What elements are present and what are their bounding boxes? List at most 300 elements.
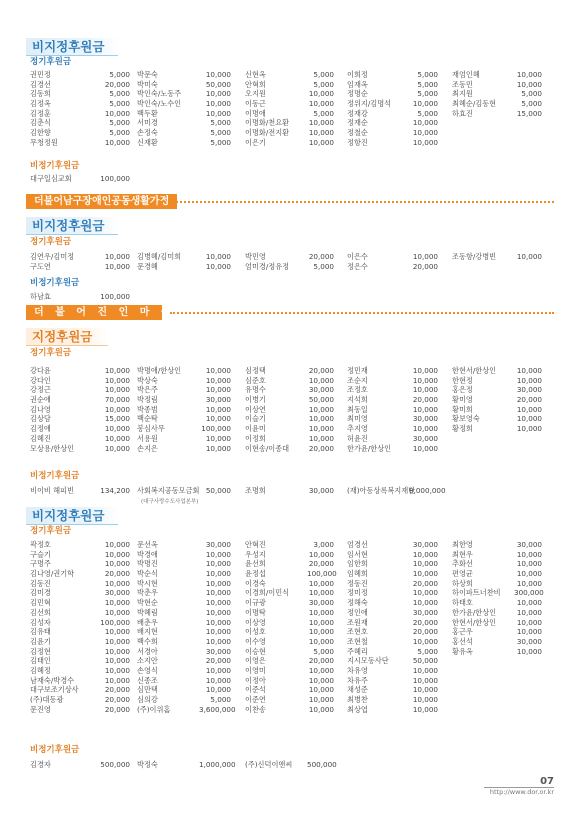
donation-amount: 10,000 xyxy=(104,540,130,549)
donation-amount: 10,000 xyxy=(205,549,231,559)
donor-name: 김윤기 xyxy=(30,636,51,646)
donor-name: 윤선희 xyxy=(245,559,266,569)
donor-name: 황미영 xyxy=(452,395,473,405)
donation-amount: 10,000 xyxy=(205,252,231,261)
donor-row xyxy=(30,705,550,715)
donor-name: 조동민 xyxy=(452,79,473,89)
donation-amount: 30,000 xyxy=(516,385,542,395)
donation-amount: 10,000 xyxy=(516,646,542,656)
donation-amount: 10,000 xyxy=(308,89,334,99)
donor-name: 정재순 xyxy=(347,118,368,128)
donation-amount: 15,000 xyxy=(104,414,130,424)
donation-amount: 10,000 xyxy=(412,375,438,385)
donor-name: 이명화/천요환 xyxy=(245,118,290,128)
donation-amount: 10,000 xyxy=(104,252,130,261)
donor-name: 이정희 xyxy=(245,433,266,443)
donor-row xyxy=(30,366,550,376)
donation-amount: 20,000 xyxy=(104,79,130,89)
donor-name: 한가윤/한상인 xyxy=(452,607,497,617)
donation-amount: 30,000 xyxy=(205,540,231,549)
donation-amount: 10,000 xyxy=(308,695,334,704)
donor-name: 정민재 xyxy=(347,366,368,375)
donor-row xyxy=(30,109,550,119)
donation-amount: 500,000 xyxy=(307,760,337,769)
donor-name: 신현옥 xyxy=(245,70,266,79)
donation-amount: 10,000 xyxy=(104,627,130,637)
donation-amount: 30,000 xyxy=(412,607,438,617)
donor-name: 강다윤 xyxy=(30,366,51,375)
donation-amount: 10,000 xyxy=(104,261,130,271)
donor-name: 박인숙/노수인 xyxy=(137,99,182,109)
donor-name: 임재옥 xyxy=(347,79,368,89)
donor-name: 김정훈 xyxy=(30,108,51,118)
donor-name: 김정현 xyxy=(30,646,51,656)
donation-amount: 10,000 xyxy=(104,646,130,656)
donor-name: 배춘우 xyxy=(137,617,158,627)
donation-amount: 50,000 xyxy=(308,395,334,405)
donor-name: 재엄인혜 xyxy=(452,70,480,79)
donor-name: 하태호 xyxy=(452,598,473,608)
donation-amount: 10,000 xyxy=(516,252,542,261)
donation-amount: 10,000 xyxy=(104,385,130,395)
donor-name: 이영은 xyxy=(245,656,266,666)
section-3-irregular-grid xyxy=(30,486,550,496)
donation-amount: 5,000 xyxy=(210,118,231,128)
donation-amount: 10,000 xyxy=(308,99,334,109)
donation-amount: 10,000 xyxy=(104,665,130,675)
section-title-3: 지정후원금 xyxy=(26,328,108,346)
donation-amount: 10,000 xyxy=(412,443,438,453)
donor-name: 정항진 xyxy=(347,137,368,147)
donor-name: 임서현 xyxy=(347,549,368,559)
section-title-4: 비지정후원금 xyxy=(26,507,118,525)
donation-amount: 10,000 xyxy=(412,549,438,559)
donor-row xyxy=(30,647,550,657)
donation-amount: 10,000 xyxy=(205,559,231,569)
donor-row xyxy=(30,550,550,560)
donor-name: 심만택 xyxy=(137,685,158,695)
donor-name: 백두환 xyxy=(137,108,158,118)
donor-name: 유명수 xyxy=(245,385,266,395)
donor-name: 정은수 xyxy=(347,261,368,271)
donor-name: 김선희 xyxy=(30,607,51,617)
donation-amount: 10,000 xyxy=(308,675,334,685)
donation-amount: 10,000 xyxy=(516,366,542,375)
donation-amount: 20,000 xyxy=(412,578,438,588)
donation-amount: 10,000 xyxy=(104,404,130,414)
donation-amount: 10,000 xyxy=(205,617,231,627)
donation-amount: 5,000 xyxy=(521,89,542,99)
donation-amount: 10,000 xyxy=(412,636,438,646)
donation-amount: 10,000 xyxy=(308,617,334,627)
donation-amount: 30,000 xyxy=(104,588,130,598)
section-2-sub-1-label: 정기후원금 xyxy=(30,237,72,247)
donor-row xyxy=(30,424,550,434)
donation-amount: 3,600,000 xyxy=(199,704,236,714)
donor-name: 최한영 xyxy=(452,540,473,549)
donation-amount: 20,000 xyxy=(308,443,334,453)
donor-name: 김나영 xyxy=(30,404,51,414)
donation-amount: 10,000 xyxy=(308,433,334,443)
donation-amount: 100,000 xyxy=(100,292,130,301)
donor-name: 조정호 xyxy=(347,385,368,395)
donor-name: 이은기 xyxy=(245,137,266,147)
donor-row xyxy=(30,174,550,184)
donor-name: 손지은 xyxy=(137,443,158,453)
donation-amount: 15,000 xyxy=(516,108,542,118)
donor-name: 무청정원 xyxy=(30,137,58,147)
donor-name: 심준호 xyxy=(245,375,266,385)
donor-row xyxy=(30,292,550,302)
donor-name: 문진영 xyxy=(30,704,51,714)
donation-amount: 10,000 xyxy=(412,99,438,109)
donor-name: 박명진 xyxy=(137,559,158,569)
donation-amount: 30,000 xyxy=(412,414,438,424)
donor-name: 주혜리 xyxy=(347,646,368,656)
donation-amount: 20,000 xyxy=(104,695,130,704)
donation-amount: 10,000 xyxy=(308,414,334,424)
section-4-sub-2-label: 비정기후원금 xyxy=(30,745,80,755)
donation-amount: 10,000 xyxy=(104,636,130,646)
donor-name: 조순지 xyxy=(347,375,368,385)
donor-name: 권민정 xyxy=(30,70,51,79)
donation-amount: 10,000 xyxy=(308,375,334,385)
donation-amount: 20,000 xyxy=(104,704,130,714)
donor-name: 차유주 xyxy=(347,675,368,685)
donor-name: (주)대동광 xyxy=(30,695,64,704)
donor-name: 엄미경/정유정 xyxy=(245,261,290,271)
donor-name: 박정숙 xyxy=(137,760,158,769)
donor-name: 김정옥 xyxy=(30,99,51,109)
donation-amount: 5,000 xyxy=(313,261,334,271)
donor-name: 이상영 xyxy=(245,617,266,627)
donation-amount: 10,000 xyxy=(205,414,231,424)
donation-amount: 10,000 xyxy=(412,559,438,569)
donor-row xyxy=(30,569,550,579)
donor-name: 추지영 xyxy=(347,424,368,434)
donation-amount: 30,000 xyxy=(308,486,334,495)
donation-amount: 5,000 xyxy=(210,695,231,704)
footer-url: http://www.dor.or.kr xyxy=(489,788,554,796)
section-title-2: 비지정후원금 xyxy=(26,217,118,235)
donor-name: 홍선석 xyxy=(452,636,473,646)
donation-amount: 10,000 xyxy=(516,424,542,434)
donor-name: 김한향 xyxy=(30,128,51,138)
donation-amount: 30,000 xyxy=(412,540,438,549)
donation-amount: 10,000 xyxy=(412,404,438,414)
donor-name: 이경숙 xyxy=(245,578,266,588)
donor-name: 차유영 xyxy=(347,665,368,675)
donation-amount: 30,000 xyxy=(412,433,438,443)
donor-name: 이규광 xyxy=(245,598,266,608)
donor-name: 홍은정 xyxy=(452,385,473,395)
donation-amount: 10,000 xyxy=(412,665,438,675)
donation-amount: 50,000 xyxy=(412,656,438,666)
donation-amount: 10,000 xyxy=(412,385,438,395)
donor-name: 김동진 xyxy=(30,578,51,588)
donor-name: 이동근 xyxy=(245,99,266,109)
donation-amount: 10,000 xyxy=(104,108,130,118)
donor-name: 김경자 xyxy=(30,760,51,769)
donor-row xyxy=(30,70,550,80)
donor-name: 정명순 xyxy=(347,89,368,99)
donor-name: 비이비 해피빈 xyxy=(30,486,74,495)
section-4-regular-grid xyxy=(30,540,550,714)
page-number: 07 xyxy=(540,776,554,787)
donor-name: 김미경 xyxy=(30,588,51,598)
donor-name: 이수영 xyxy=(245,636,266,646)
donation-amount: 100,000 xyxy=(100,174,130,183)
donor-name: 곽정호 xyxy=(30,540,51,549)
donor-name: 최혜순/김동현 xyxy=(452,99,497,109)
donor-row xyxy=(30,695,550,705)
donation-amount: 10,000 xyxy=(308,665,334,675)
donation-amount: 20,000 xyxy=(516,395,542,405)
donation-amount: 10,000 xyxy=(308,588,334,598)
donation-amount: 3,000 xyxy=(313,540,334,549)
donor-name: 모상용/한상인 xyxy=(30,443,75,453)
donor-row xyxy=(30,89,550,99)
donation-amount: 100,000 xyxy=(100,617,130,627)
donation-amount: 5,000 xyxy=(313,646,334,656)
donor-name: 이슬기 xyxy=(245,414,266,424)
donor-name: 박종범 xyxy=(137,404,158,414)
section-1-irregular-grid xyxy=(30,174,550,184)
donation-amount: 10,000 xyxy=(205,578,231,588)
donor-name: 최병찬 xyxy=(347,695,368,704)
donation-amount: 10,000 xyxy=(412,118,438,128)
donation-amount: 70,000 xyxy=(104,395,130,405)
donor-name: 황미희 xyxy=(452,404,473,414)
donation-amount: 10,000 xyxy=(205,70,231,79)
donor-name: 하남효 xyxy=(30,292,51,301)
donation-amount: 5,000 xyxy=(417,108,438,118)
donation-amount: 10,000 xyxy=(308,404,334,414)
donor-name: 이명탁 xyxy=(245,607,266,617)
donor-name: 김병혜/김미희 xyxy=(137,252,182,261)
donor-row xyxy=(30,685,550,695)
donor-name: 박정림 xyxy=(137,395,158,405)
donor-name: 조명희 xyxy=(245,486,266,495)
donor-name: 홍근우 xyxy=(452,627,473,637)
donation-amount: 5,000 xyxy=(313,70,334,79)
donor-name: 강다인 xyxy=(30,375,51,385)
donor-name: 문선옥 xyxy=(137,540,158,549)
donation-amount: 30,000 xyxy=(516,540,542,549)
donation-amount: 10,000 xyxy=(205,89,231,99)
donation-amount: 10,000 xyxy=(516,404,542,414)
donation-amount: 5,000 xyxy=(313,108,334,118)
donation-amount: 10,000 xyxy=(516,375,542,385)
donor-row xyxy=(30,414,550,424)
donation-amount: 10,000 xyxy=(104,578,130,588)
donor-name: 대구일심교회 xyxy=(30,174,72,183)
donor-name: 지석희 xyxy=(347,395,368,405)
org-band-1: 더불어남구장애인공동생활가정 xyxy=(26,194,177,209)
donor-name: 소지안 xyxy=(137,656,158,666)
donor-name: 박은주 xyxy=(137,385,158,395)
donation-amount: 10,000 xyxy=(205,261,231,271)
donor-name: (주)신덕이앤씨 xyxy=(245,760,293,769)
section-title-1: 비지정후원금 xyxy=(26,38,118,56)
donation-amount: 10,000 xyxy=(308,704,334,714)
donation-amount: 5,000 xyxy=(109,128,130,138)
donor-row xyxy=(30,118,550,128)
donation-amount: 50,000 xyxy=(205,79,231,89)
donor-name: 박민영 xyxy=(245,252,266,261)
donation-amount: 10,000 xyxy=(205,685,231,695)
donation-amount: 10,000 xyxy=(516,598,542,608)
donation-amount: 10,000 xyxy=(104,675,130,685)
donor-name: 김동희 xyxy=(30,89,51,99)
donation-amount: 10,000 xyxy=(205,99,231,109)
donor-name: 권순애 xyxy=(30,395,51,405)
donor-name: 정재강 xyxy=(347,108,368,118)
donation-amount: 8,000,000 xyxy=(409,486,446,495)
donation-amount: 5,000 xyxy=(109,70,130,79)
donation-amount: 10,000 xyxy=(516,414,542,424)
donation-amount: 20,000 xyxy=(205,656,231,666)
donation-amount: 10,000 xyxy=(516,559,542,569)
donor-name: 최동일 xyxy=(347,404,368,414)
donor-name: (재)아동상록복지재단 xyxy=(347,486,416,495)
donation-amount: 10,000 xyxy=(308,118,334,128)
donation-amount: 10,000 xyxy=(516,569,542,579)
donor-name: 조원재 xyxy=(347,617,368,627)
donor-name: 이병기 xyxy=(245,395,266,405)
donor-row xyxy=(30,540,550,550)
donor-name: 이은수 xyxy=(347,252,368,261)
donor-name: 구도연 xyxy=(30,261,51,271)
donor-name: 이현송/이종대 xyxy=(245,443,290,453)
donor-name: 박순식 xyxy=(137,569,158,579)
donor-name: 최현우 xyxy=(452,549,473,559)
donor-name: 김상담 xyxy=(30,414,51,424)
donor-name: 한가윤/한상인 xyxy=(347,443,392,453)
donor-row xyxy=(30,252,550,262)
donor-name: 이경희/이민식 xyxy=(245,588,290,598)
donor-name: 윤정섭 xyxy=(245,569,266,579)
donor-name: 우성지 xyxy=(245,549,266,559)
donation-amount: 10,000 xyxy=(205,108,231,118)
donor-name: 김유태 xyxy=(30,627,51,637)
donor-name: 강정근 xyxy=(30,385,51,395)
donor-name: 봉심사무 xyxy=(137,424,165,434)
donation-amount: 300,000 xyxy=(514,588,544,598)
donation-amount: 10,000 xyxy=(205,404,231,414)
donation-amount: 30,000 xyxy=(516,636,542,646)
donation-amount: 10,000 xyxy=(205,366,231,375)
donor-name: 손정숙 xyxy=(137,128,158,138)
donor-name: 정철순 xyxy=(347,128,368,138)
donation-amount: 10,000 xyxy=(412,704,438,714)
donor-row xyxy=(30,760,550,770)
donation-amount: 30,000 xyxy=(205,646,231,656)
section-2-irregular-grid xyxy=(30,292,550,302)
donation-amount: 20,000 xyxy=(308,366,334,375)
donor-name: 이영미 xyxy=(245,665,266,675)
donation-amount: 10,000 xyxy=(104,433,130,443)
donor-name: 정위지/김명석 xyxy=(347,99,392,109)
donation-amount: 30,000 xyxy=(205,395,231,405)
donor-name: 이명화/전지환 xyxy=(245,128,290,138)
donation-amount: 20,000 xyxy=(308,559,334,569)
donor-row xyxy=(30,559,550,569)
donation-amount: 30,000 xyxy=(308,598,334,608)
donor-name: 정동진 xyxy=(347,578,368,588)
donor-name: 서용원 xyxy=(137,433,158,443)
donor-name: 임혜희 xyxy=(347,569,368,579)
donor-name: 정인애 xyxy=(347,607,368,617)
section-3-sub-2-label: 비정기후원금 xyxy=(30,471,80,481)
donation-amount: 20,000 xyxy=(412,261,438,271)
donation-amount: 5,000 xyxy=(109,118,130,128)
donor-name: 정미정 xyxy=(347,588,368,598)
donor-name: 최미영 xyxy=(347,414,368,424)
donation-amount: 5,000 xyxy=(417,79,438,89)
donor-row xyxy=(30,262,550,272)
donor-row xyxy=(30,385,550,395)
donation-amount: 10,000 xyxy=(205,385,231,395)
donor-name: 박명애/한상인 xyxy=(137,366,182,375)
donor-name: 추화선 xyxy=(452,559,473,569)
section-4-sub-1-label: 정기후원금 xyxy=(30,526,72,536)
donation-amount: 10,000 xyxy=(104,607,130,617)
donation-amount: 10,000 xyxy=(412,366,438,375)
donation-amount: 10,000 xyxy=(516,578,542,588)
donor-name: 이정아 xyxy=(245,675,266,685)
donor-name: 조현호 xyxy=(347,627,368,637)
donation-amount: 10,000 xyxy=(205,627,231,637)
donor-name: 대구보조기상사 xyxy=(30,685,79,695)
donor-name: 이윤미 xyxy=(245,424,266,434)
donation-amount: 10,000 xyxy=(205,636,231,646)
donation-amount: 10,000 xyxy=(412,252,438,261)
donor-name: 이찬송 xyxy=(245,704,266,714)
donation-amount: 10,000 xyxy=(516,549,542,559)
donor-name: 김성자 xyxy=(30,617,51,627)
donor-name: 박미숙 xyxy=(137,79,158,89)
donor-name: 심의강 xyxy=(137,695,158,704)
donation-amount: 10,000 xyxy=(412,137,438,147)
donation-amount: 10,000 xyxy=(205,665,231,675)
donation-amount: 10,000 xyxy=(412,598,438,608)
donor-name: 하이파트너찬비 xyxy=(452,588,501,598)
donor-name: 신종조 xyxy=(137,675,158,685)
donation-amount: 10,000 xyxy=(205,598,231,608)
donor-name: 사회복지공동모금회 xyxy=(137,486,200,495)
donation-amount: 10,000 xyxy=(516,70,542,79)
donation-amount: 10,000 xyxy=(516,79,542,89)
donor-name: 조동항/강병빈 xyxy=(452,252,497,261)
donation-amount: 10,000 xyxy=(104,443,130,453)
donor-row xyxy=(30,486,550,496)
donor-name: 김연우/김미정 xyxy=(30,252,75,261)
donation-amount: 5,000 xyxy=(210,137,231,147)
donor-name: 편영균 xyxy=(452,569,473,579)
donation-amount: 5,000 xyxy=(109,99,130,109)
donor-name: 허윤진 xyxy=(347,433,368,443)
donation-amount: 5,000 xyxy=(109,89,130,99)
donor-row xyxy=(30,656,550,666)
donation-amount: 10,000 xyxy=(308,685,334,695)
donation-amount: 10,000 xyxy=(104,137,130,147)
donor-name: 김춘식 xyxy=(30,118,51,128)
donor-name: 신재환 xyxy=(137,137,158,147)
donor-name: 박상숙 xyxy=(137,375,158,385)
donor-name: (주)이위홈 xyxy=(137,704,171,714)
donor-name: 하상희 xyxy=(452,578,473,588)
